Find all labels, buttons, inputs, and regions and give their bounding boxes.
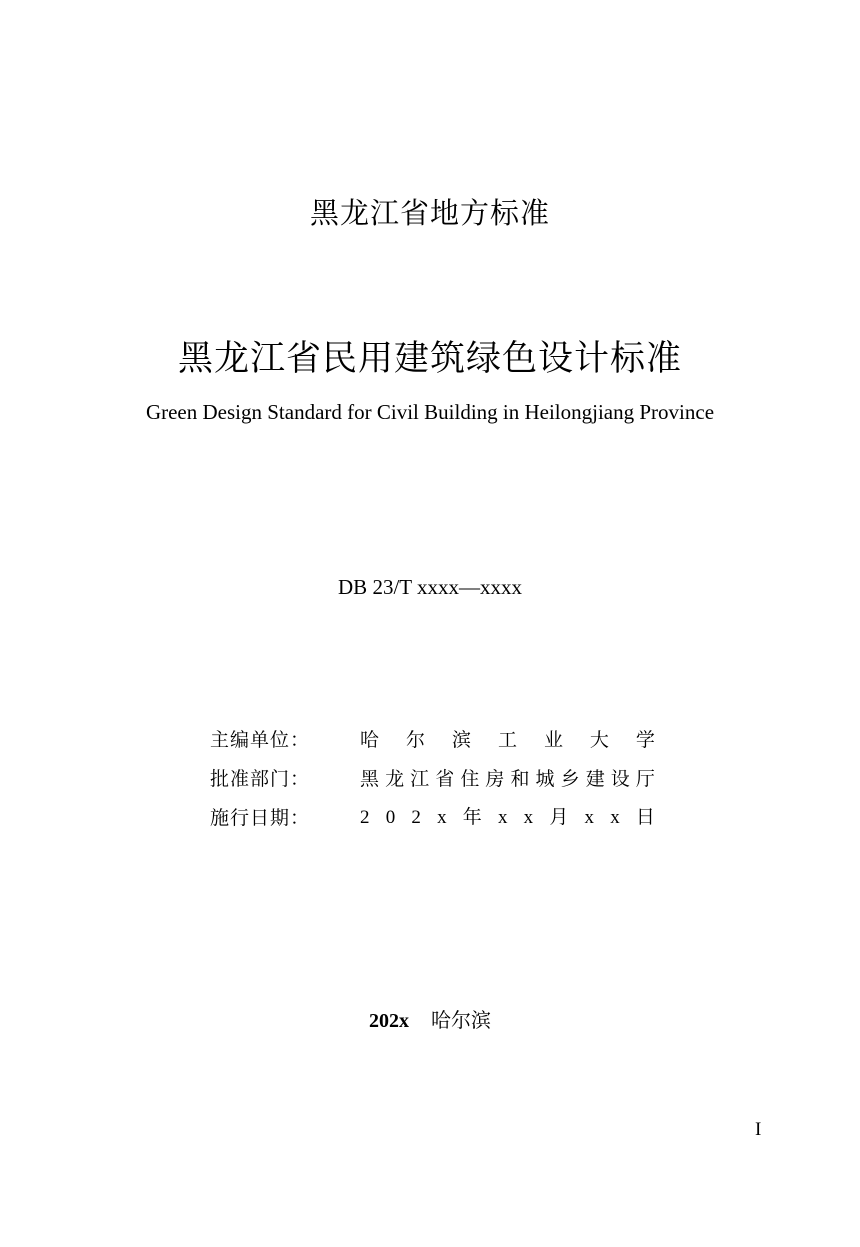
effective-date-char: 2	[360, 807, 370, 828]
approver-value-char: 建	[585, 768, 605, 790]
info-row-effective-date	[210, 803, 670, 842]
effective-date-char: x	[610, 807, 620, 828]
approver-label: 批准部门：	[210, 768, 311, 790]
info-row-editor	[210, 725, 670, 764]
issuance-info	[210, 725, 670, 842]
approver-value-char: 江	[410, 768, 430, 790]
approver-value-char: 黑	[360, 768, 380, 790]
standard-number: DB 23/T xxxx—xxxx	[338, 575, 522, 599]
page-number: I	[755, 1119, 762, 1140]
effective-date-char: 日	[635, 807, 655, 828]
effective-date-char: 年	[462, 807, 482, 828]
info-row-approver	[210, 764, 670, 803]
approver-value-char: 住	[460, 768, 480, 790]
editor-value-char: 滨	[451, 729, 471, 751]
effective-date-char: 0	[385, 807, 396, 828]
approver-value-char: 乡	[560, 768, 580, 790]
publication-year: 202x	[369, 1010, 409, 1032]
effective-date-char: 月	[549, 807, 569, 828]
approver-value-char: 房	[485, 768, 505, 790]
approver-value-char: 和	[510, 768, 530, 790]
editor-value-char: 工	[497, 729, 517, 751]
editor-label: 主编单位：	[210, 729, 311, 751]
editor-value-char: 大	[589, 729, 609, 751]
editor-value-char: 尔	[405, 729, 425, 751]
publication-city: 哈尔滨	[431, 1008, 491, 1032]
editor-value-char: 学	[635, 729, 655, 751]
effective-date-value	[360, 803, 655, 833]
standard-category: 黑龙江省地方标准	[309, 196, 550, 230]
effective-date-char: x	[584, 807, 595, 828]
approver-value-char: 省	[435, 768, 455, 790]
effective-date-label: 施行日期：	[210, 807, 311, 829]
approver-value-char: 城	[535, 768, 555, 790]
approver-value-char: 龙	[385, 768, 405, 790]
approver-value-char: 设	[610, 768, 630, 790]
title-chinese: 黑龙江省民用建筑绿色设计标准	[177, 339, 682, 379]
publication-footer	[0, 1005, 860, 1036]
approver-value-char: 厅	[635, 768, 655, 790]
effective-date-char: x	[523, 807, 534, 828]
effective-date-char: x	[497, 807, 508, 828]
effective-date-char: x	[437, 807, 447, 828]
effective-date-char: 2	[411, 807, 421, 828]
editor-value	[360, 725, 655, 755]
approver-value	[360, 764, 655, 794]
editor-value-char: 业	[543, 729, 563, 751]
editor-value-char: 哈	[360, 729, 380, 751]
title-english: Green Design Standard for Civil Building in Heilongjiang Province	[145, 400, 715, 424]
